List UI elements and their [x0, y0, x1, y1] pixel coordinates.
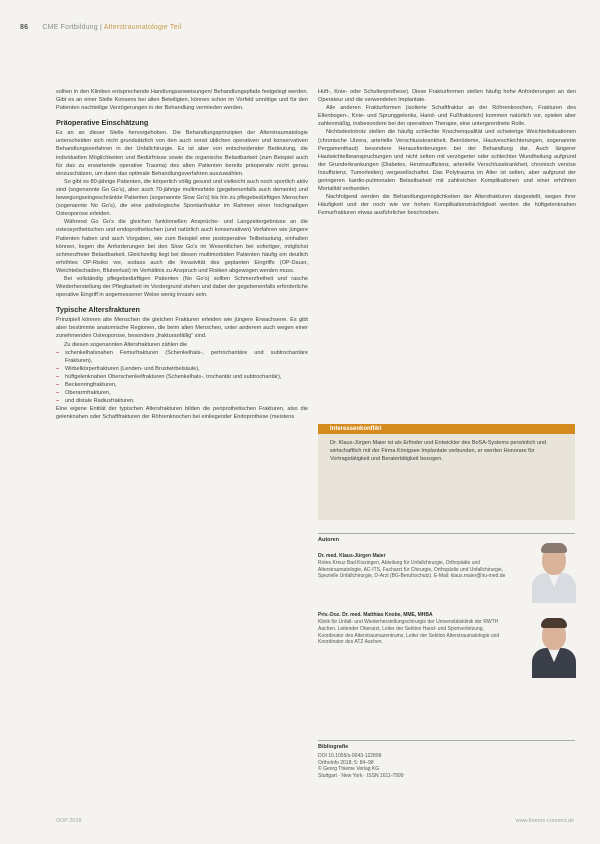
list-item	[56, 389, 308, 397]
left-column	[56, 88, 308, 421]
paragraph: Hüft-, Knie- oder Schulterprothese). Diese Frakturformen stellen häufig hohe Anforderungen an den Operateur und die verwendeten Implantate.	[318, 89, 576, 104]
conflict-of-interest-box	[318, 424, 575, 520]
list-item	[56, 373, 308, 381]
heading-typical-fractures: Typische Altersfrakturen	[56, 305, 140, 315]
paragraph: Es an an dieser Stelle hervorgehoben. Die Behandlungsprinzipien der Alterstraumatologie unterscheiden sich nicht grundsätzlich von den auch sonst üblichen operativen und konservativen Behandlungsverfahren in der Unfallchirurgie. Es ist aber von entscheidender Bedeutung, die individuellen Möglichkeiten und Bedürfnisse sowie die organische Belastbarkeit (zum Beispiel auch für das zu erwartende operative Trauma) des alten Patienten bereits präoperativ nicht genau einzuschätzen, um dann das optimale Behandlungsverfahren auszuwählen.	[56, 130, 308, 177]
conflict-box-text: Dr. Klaus-Jürgen Maier ist als Erfinder und Entwickler des BoSA-Systems persönlich und wirtschaftlich mit der Firma Königsee Implantate verbunden, er werden Honorare für Vortragstätigkeit und Beratertätigkeit bezogen.	[330, 440, 547, 462]
paragraph: Prinzipiell können alte Menschen die gleichen Frakturen erleiden wie jüngere Erwachsene. Es gibt aber bestimmte anatomische Regionen, die beim alten Menschen, unter anderem auch wegen einer zunehmenden Osteoporose, besonders „frakturanfällig“ sind.	[56, 317, 308, 340]
list-item-text: Beckenringfrakturen,	[65, 382, 117, 388]
list-item	[56, 365, 308, 373]
paragraph: Nachfolgend werden die Behandlungsmöglichkeiten der Altersfrakturen dargestellt, wegen ihrer Häufigkeit und der noch wie vor hohen Komplikationsträchtigkeit werden die hüftgelenknahen Femurfrakturen etwas ausführlicher beschrieben.	[318, 194, 576, 217]
author-name: Dr. med. Klaus-Jürgen Maier	[318, 553, 386, 559]
paragraph: Eine eigene Entität der typischen Altersfrakturen bilden die periprothetischen Frakturen, also die gelenknahen oder Schaftfrakturen der Röhrenknochen bei einliegender Endoprothese (meistens	[56, 406, 308, 421]
bullet-dash-icon: –	[56, 349, 60, 356]
author-entry	[318, 612, 575, 646]
bibliography-text	[318, 753, 575, 779]
bullet-dash-icon: –	[56, 373, 60, 380]
list-item	[56, 381, 308, 389]
list-item-text: Oberarmfrakturen,	[65, 390, 111, 397]
photo-hair	[541, 618, 567, 628]
list-item-text: hüftgelenknahen Oberschenkelfrakturen (Schenkelhals-, trochantär und subtrochantär),	[65, 373, 282, 380]
list-item	[56, 397, 308, 405]
paragraph: Nichtsdestotrotz stellen die häufig schlechte Knochenqualität und schwierige Weichteilsituationen (chronische Ulzera, arterielle Verschlusskrankheit, Beinödeme, Hautveschlechterungen, sogenannte Pergamenthaut) besondere Herausforderungen bei der Behandlung dar. Auch längerer Hautwichtelbeanspruchungen und nicht selten mit verzögerter oder schlechter Wundheilung aufgrund der Grunderkrankungen (Diabetes, Herzinsuffizienz, arterielle Verschlusskrankheit, chronisch venöse Insuffizienz, Tumorleiden) vergesellschaftet. Das Polytrauma im Alter ist selten, aber aufgrund der geringeren kardio-pulmonalen Belastbarkeit mit zahlreichen Komplikationen und einer erhöhten Mortalität verbunden.	[318, 129, 576, 193]
author-entry	[318, 553, 575, 580]
bibliography-line: Stuttgart · New York · ISSN 1611-7999	[318, 772, 404, 779]
running-header	[20, 24, 580, 38]
list-item	[56, 349, 308, 365]
paragraph: Zu diesen sogenannten Altersfrakturen zählen die	[64, 341, 188, 348]
author-affiliation: Rotes Kreuz Bad Kissingen, Abteilung für Unfallchirurgie, Orthopädie und Alterstraumatologie, AC-ITS, Facharzt für Chirurgie, Orthopädie und Unfallchirurgie, Spezielle Unfallchirurgie, D-Arzt (BG-Berufsschutz). E-Mail: klaus.maier@lru-med.de	[318, 559, 506, 580]
author-photo	[528, 616, 580, 678]
author-info	[318, 553, 508, 580]
author-info	[318, 612, 508, 646]
bibliography-line: DOI 10.1055/s-0043-122899	[318, 753, 382, 759]
list-item-text: Wirbelkörperfrakturen (Lenden- und Brustwirbelsäule),	[65, 365, 200, 372]
section-highlight: Alterstraumatologie Teil	[103, 24, 182, 31]
right-column	[318, 88, 576, 218]
list-item-text: und distale Radiusfrakturen.	[65, 398, 135, 405]
bullet-dash-icon: –	[56, 365, 60, 372]
bullet-dash-icon: –	[56, 398, 60, 405]
fracture-list	[56, 349, 308, 406]
bibliography-heading: Bibliografie	[318, 740, 575, 750]
paragraph: Während Go Go's die gleichen funktionellen Ansprüche- und Langzeitergebnisse an die osteosynthetischen und endoprothetischen (und natürlich auch konservativen) Verfahren wie jüngere Patienten haben und auch Vorgaben, wie zum Beispiel eine postoperative Teilbelastung, einhalten können, liegen die Anforderungen bei den Slow Go's im Wesentlichen bei sofortiger, möglichst schmerzfreier Belastbarkeit. Gleichzeitig liegt bei diesen multimorbiden Patienten häufig ein deutlich erhöhtes OP-Risiko vor, sodass auch die Invasivität des geplanten Eingriffs (OP-Dauer, Weichteilschaden, Blutverlust) im Verhältnis zu Anspruch und Risiken abgewogen werden muss.	[56, 219, 308, 274]
page-number: 86	[20, 24, 29, 31]
paragraph: Bei vollständig pflegebedürftigen Patienten (No Go's) sollten Schmerzfreiheit und rasche Wiederherstellung der Pflegbarkeit im Vordergrund stehen und dabei der gegebenenfalls erforderliche operative Eingriff in angemessener Weise wenig invasiv sein.	[56, 275, 308, 299]
bibliography-section	[318, 740, 575, 779]
paragraph: Alle anderen Frakturformen (isolierte Schaftfraktur an der Röhrenknochen, Frakturen des Ellenbogen-, Knie- und Sprunggelenks, Hand- und Fußfrakturen) kommen natürlich vor, spielen aber zahlenmäßig, insbesondere bei der operativen Therapie, eine untergeordnete Rolle.	[318, 105, 576, 128]
footer-website: www.thieme-connect.de	[515, 818, 574, 824]
bullet-dash-icon: –	[56, 390, 60, 397]
author-photo	[528, 541, 580, 603]
authors-heading: Autoren	[318, 533, 575, 543]
author-name: Priv.-Doz. Dr. med. Matthias Knobe, MME, MHBA	[318, 612, 433, 619]
list-item-text: schenkelhalsnahen Femurfrakturen (Schenkelhals-, pertrochantäre und subtrochantäre Frakturen),	[65, 349, 308, 364]
author-affiliation: Klinik für Unfall- und Wiederherstellungschirurgie der Universitätsklinik der RWTH Aachen. Leitender Oberarzt, Leiter der Sektion Hand- und Sportverletzung, Koordinator des Alterstraumazentrums, Leiter der Sektion Alterstraumatologie und Koordinator des ATZ Aachen.	[318, 618, 500, 646]
photo-hair	[541, 543, 567, 553]
section-prefix: CME Fortbildung |	[42, 24, 103, 31]
heading-preoperative: Präoperative Einschätzung	[56, 118, 149, 128]
intro-paragraph: sollten in den Kliniken entsprechende Handlungsanweisungen/ Behandlungspfade festgelegt werden. Gibt es an einer Stelle Konsens bei allen Beteiligten, können schon im Vorfeld unnötige und für den Patienten nachteilige Verzögerungen in der Behandlung vermieden werden.	[56, 89, 308, 112]
bullet-dash-icon: –	[56, 382, 60, 388]
authors-section	[318, 533, 575, 646]
section-title	[42, 24, 181, 31]
footer-journal: OUP 2018	[56, 818, 82, 824]
bibliography-line: © Georg Thieme Verlag KG	[318, 766, 380, 773]
bibliography-line: OrthoInfo 2018; 5: 84–98	[318, 759, 374, 766]
conflict-box-title: Interessenkonflikt	[318, 424, 575, 434]
paragraph: So gibt es 80-jährige Patienten, die körperlich völlig gesund und vielleicht auch noch sportlich aktiv sind (sogenannte Go Go's), aber auch 70-jährige multimorbide (gegebenenfalls auch demente) und bewegungseingeschränkte Patienten (sogenannte Slow Go's) bis hin zu pflegebedürftigen Menschen (sogenannte No Go's), die eine pathologische Spontanfraktur im Rahmen einer hochgradigen Osteoporose erleiden.	[56, 178, 308, 218]
